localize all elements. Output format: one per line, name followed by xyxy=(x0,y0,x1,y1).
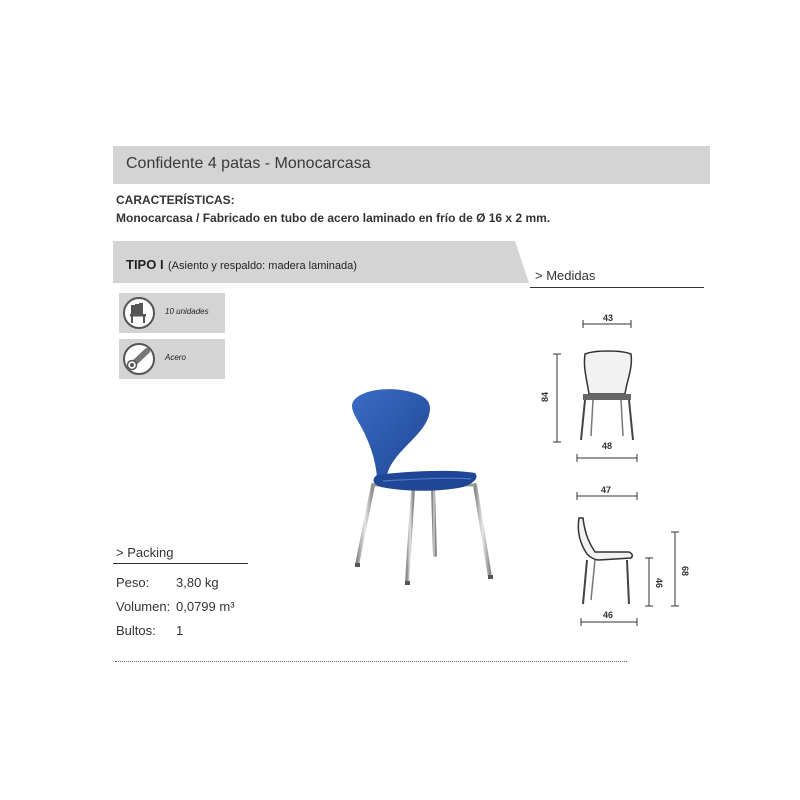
packing-packages-label: Bultos: xyxy=(116,623,156,638)
characteristics-description: Monocarcasa / Fabricado en tubo de acero laminado en frío de Ø 16 x 2 mm. xyxy=(116,211,551,225)
title-bar xyxy=(113,146,710,184)
characteristics-heading: CARACTERÍSTICAS: xyxy=(116,193,235,207)
feature-units-label: 10 unidades xyxy=(165,307,209,316)
feature-units xyxy=(119,293,225,333)
chair-photo xyxy=(345,385,505,585)
feature-material xyxy=(119,339,225,379)
feature-material-label: Acero xyxy=(165,353,186,362)
type-bar-fold xyxy=(515,241,529,283)
type-label: TIPO I xyxy=(126,257,164,272)
packing-weight-value: 3,80 kg xyxy=(176,575,219,590)
packing-volume-label: Volumen: xyxy=(116,599,171,614)
type-detail: (Asiento y respaldo: madera laminada) xyxy=(168,260,357,272)
front-height-label: 84 xyxy=(540,391,551,403)
footer-dotted-divider xyxy=(115,661,627,662)
side-total-height-label: 68 xyxy=(680,565,691,577)
front-bottom-width-label: 48 xyxy=(602,441,613,451)
front-view-diagram xyxy=(545,308,655,468)
steel-tube-icon xyxy=(122,342,156,376)
measures-heading: > Medidas xyxy=(535,268,596,283)
packing-volume-value: 0,0799 m³ xyxy=(176,599,235,614)
side-view-diagram xyxy=(565,482,695,632)
packing-underline xyxy=(113,563,248,564)
side-seat-height-label: 46 xyxy=(654,577,665,589)
measures-underline xyxy=(530,287,704,288)
front-top-width-label: 43 xyxy=(603,313,614,323)
packing-heading: > Packing xyxy=(116,545,174,560)
page-title: Confidente 4 patas - Monocarcasa xyxy=(126,155,371,172)
stacked-chairs-icon xyxy=(122,296,156,330)
side-bottom-depth-label: 46 xyxy=(603,610,614,620)
packing-packages-value: 1 xyxy=(176,623,184,638)
side-top-depth-label: 47 xyxy=(601,485,612,495)
type-bar xyxy=(113,241,515,283)
packing-weight-label: Peso: xyxy=(116,575,150,590)
